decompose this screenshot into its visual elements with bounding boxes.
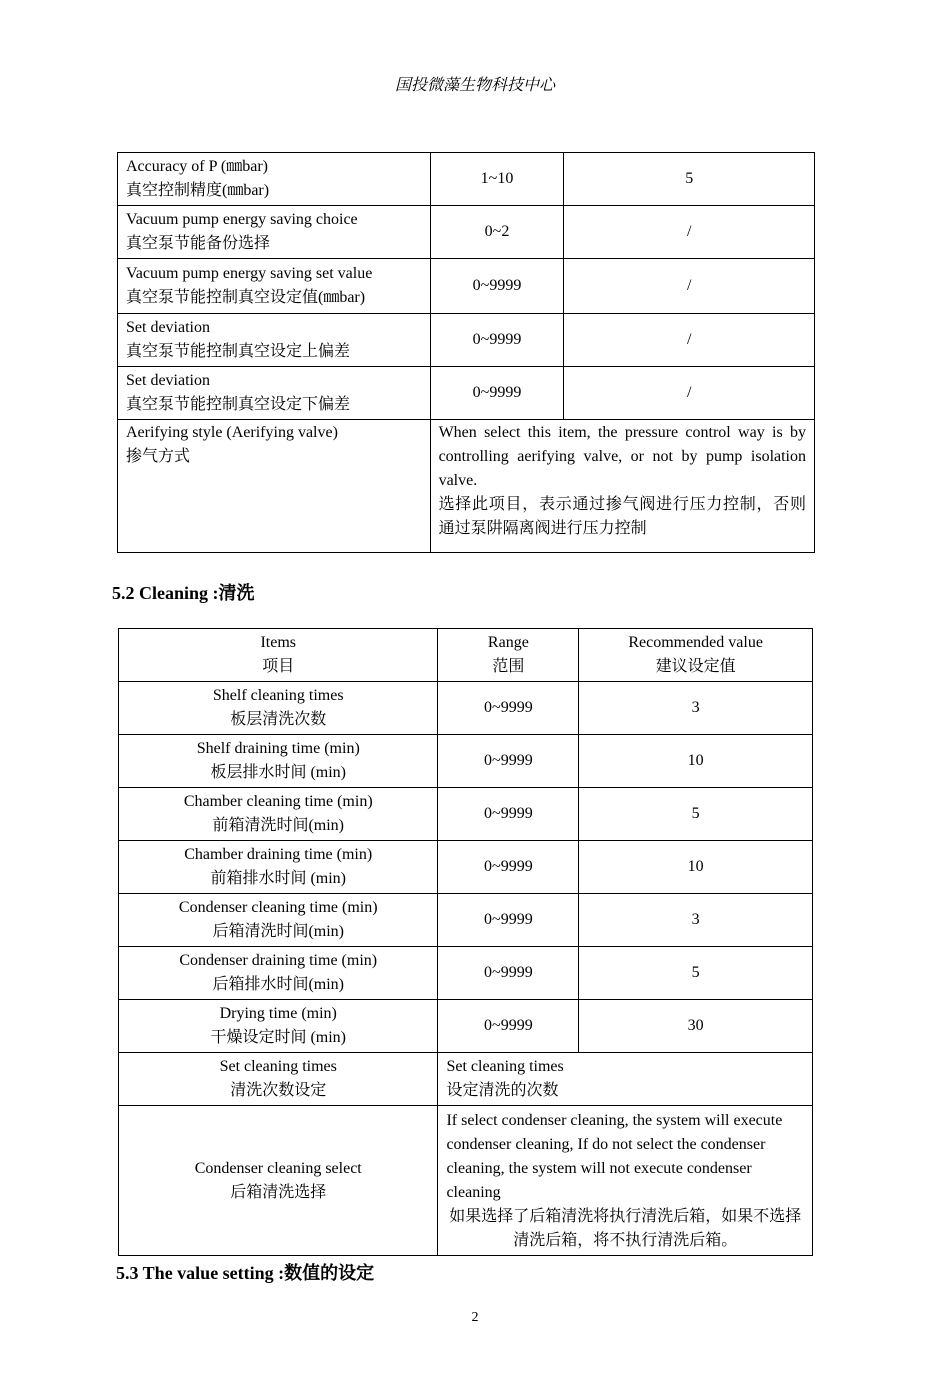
table-row bbox=[118, 367, 815, 420]
item-zh: 掺气方式 bbox=[126, 448, 191, 465]
header-en: Items bbox=[260, 634, 296, 651]
item-en: Accuracy of P (㎜bar) bbox=[126, 158, 269, 175]
description-cell bbox=[438, 1106, 813, 1256]
range-cell: 0~2 bbox=[430, 206, 564, 259]
range-cell: 1~10 bbox=[430, 153, 564, 206]
item-en: Vacuum pump energy saving choice bbox=[126, 211, 358, 228]
table-row bbox=[119, 841, 813, 894]
item-en: Set cleaning times bbox=[219, 1058, 337, 1075]
table-row bbox=[118, 420, 815, 553]
item-en: Condenser draining time (min) bbox=[179, 952, 378, 969]
table-row bbox=[119, 947, 813, 1000]
column-header-items bbox=[119, 629, 438, 682]
page-header: 国投微藻生物科技中心 bbox=[394, 77, 555, 94]
recommended-cell: 5 bbox=[579, 947, 813, 1000]
item-zh: 真空泵节能控制真空设定值(㎜bar) bbox=[126, 289, 366, 306]
header-zh: 项目 bbox=[262, 658, 295, 675]
column-header-recommended bbox=[579, 629, 813, 682]
header-zh: 范围 bbox=[492, 658, 525, 675]
item-zh: 前箱清洗时间(min) bbox=[212, 817, 344, 834]
item-cell bbox=[119, 1000, 438, 1053]
item-zh: 真空泵节能备份选择 bbox=[126, 235, 271, 252]
description-zh: 设定清洗的次数 bbox=[446, 1082, 559, 1099]
vacuum-settings-table bbox=[117, 152, 815, 553]
item-en: Drying time (min) bbox=[219, 1005, 337, 1022]
range-cell: 0~9999 bbox=[438, 894, 579, 947]
item-zh: 清洗次数设定 bbox=[230, 1082, 327, 1099]
recommended-cell: / bbox=[564, 314, 815, 367]
item-cell bbox=[119, 788, 438, 841]
table-row bbox=[119, 788, 813, 841]
range-cell: 0~9999 bbox=[438, 682, 579, 735]
recommended-cell: 3 bbox=[579, 682, 813, 735]
recommended-cell: 10 bbox=[579, 735, 813, 788]
recommended-cell: 5 bbox=[579, 788, 813, 841]
description-en: If select condenser cleaning, the system will execute condenser cleaning, If do not select the condenser cleaning, the system will not execute condenser cleaning bbox=[446, 1111, 783, 1201]
range-cell: 0~9999 bbox=[438, 947, 579, 1000]
item-cell bbox=[118, 206, 431, 259]
item-zh: 真空控制精度(㎜bar) bbox=[126, 182, 270, 199]
table-row bbox=[119, 682, 813, 735]
table-row bbox=[118, 314, 815, 367]
table-row bbox=[119, 1106, 813, 1256]
recommended-cell: / bbox=[564, 259, 815, 314]
table-row bbox=[119, 1000, 813, 1053]
description-zh: 选择此项目，表示通过掺气阀进行压力控制，否则通过泵阱隔离阀进行压力控制 bbox=[438, 496, 806, 537]
description-cell bbox=[430, 420, 814, 553]
description-en: When select this item, the pressure control way is by controlling aerifying valve, or not by pump isolation valve. bbox=[438, 424, 806, 489]
table-row bbox=[119, 735, 813, 788]
item-cell bbox=[119, 735, 438, 788]
table-row bbox=[118, 206, 815, 259]
section-heading: 5.3 The value setting :数值的设定 bbox=[116, 1263, 375, 1283]
item-en: Shelf cleaning times bbox=[212, 687, 344, 704]
page-number: 2 bbox=[471, 1310, 479, 1325]
item-zh: 后箱清洗时间(min) bbox=[212, 923, 344, 940]
item-en: Shelf draining time (min) bbox=[196, 740, 360, 757]
range-cell: 0~9999 bbox=[438, 1000, 579, 1053]
table-row bbox=[119, 1053, 813, 1106]
column-header-range bbox=[438, 629, 579, 682]
item-en: Set deviation bbox=[126, 372, 210, 389]
item-cell bbox=[118, 153, 431, 206]
recommended-cell: 30 bbox=[579, 1000, 813, 1053]
item-en: Chamber cleaning time (min) bbox=[183, 793, 373, 810]
range-cell: 0~9999 bbox=[438, 788, 579, 841]
item-cell bbox=[119, 841, 438, 894]
item-cell bbox=[118, 259, 431, 314]
item-cell bbox=[118, 420, 431, 553]
range-cell: 0~9999 bbox=[438, 841, 579, 894]
recommended-cell: 10 bbox=[579, 841, 813, 894]
item-zh: 前箱排水时间 (min) bbox=[210, 870, 346, 887]
item-zh: 真空泵节能控制真空设定下偏差 bbox=[126, 396, 351, 413]
description-en: Set cleaning times bbox=[446, 1058, 564, 1075]
description-cell bbox=[438, 1053, 813, 1106]
table-row bbox=[118, 259, 815, 314]
description-zh: 如果选择了后箱清洗将执行清洗后箱，如果不选择清洗后箱，将不执行清洗后箱。 bbox=[449, 1207, 802, 1249]
item-zh: 真空泵节能控制真空设定上偏差 bbox=[126, 343, 351, 360]
range-cell: 0~9999 bbox=[430, 314, 564, 367]
header-en: Recommended value bbox=[628, 634, 763, 651]
item-cell bbox=[119, 1106, 438, 1256]
table-header-row bbox=[119, 629, 813, 682]
table-row bbox=[119, 894, 813, 947]
section-heading: 5.2 Cleaning :清洗 bbox=[112, 583, 255, 603]
recommended-cell: / bbox=[564, 206, 815, 259]
recommended-cell: 3 bbox=[579, 894, 813, 947]
header-zh: 建议设定值 bbox=[655, 658, 736, 675]
range-cell: 0~9999 bbox=[430, 367, 564, 420]
range-cell: 0~9999 bbox=[438, 735, 579, 788]
item-zh: 后箱清洗选择 bbox=[230, 1183, 327, 1201]
recommended-cell: 5 bbox=[564, 153, 815, 206]
cleaning-table bbox=[118, 628, 813, 1256]
range-cell: 0~9999 bbox=[430, 259, 564, 314]
item-cell bbox=[118, 314, 431, 367]
header-en: Range bbox=[487, 634, 529, 651]
item-cell bbox=[119, 894, 438, 947]
item-en: Set deviation bbox=[126, 319, 210, 336]
item-en: Condenser cleaning select bbox=[194, 1159, 362, 1177]
item-cell bbox=[119, 1053, 438, 1106]
item-zh: 后箱排水时间(min) bbox=[212, 976, 344, 993]
item-cell bbox=[118, 367, 431, 420]
item-cell bbox=[119, 947, 438, 1000]
item-en: Chamber draining time (min) bbox=[184, 846, 373, 863]
recommended-cell: / bbox=[564, 367, 815, 420]
item-zh: 板层排水时间 (min) bbox=[210, 764, 346, 781]
item-en: Condenser cleaning time (min) bbox=[178, 899, 378, 916]
item-zh: 干燥设定时间 (min) bbox=[210, 1029, 346, 1046]
item-en: Vacuum pump energy saving set value bbox=[126, 265, 373, 282]
table-row bbox=[118, 153, 815, 206]
item-en: Aerifying style (Aerifying valve) bbox=[126, 424, 338, 441]
item-cell bbox=[119, 682, 438, 735]
item-zh: 板层清洗次数 bbox=[230, 711, 327, 728]
